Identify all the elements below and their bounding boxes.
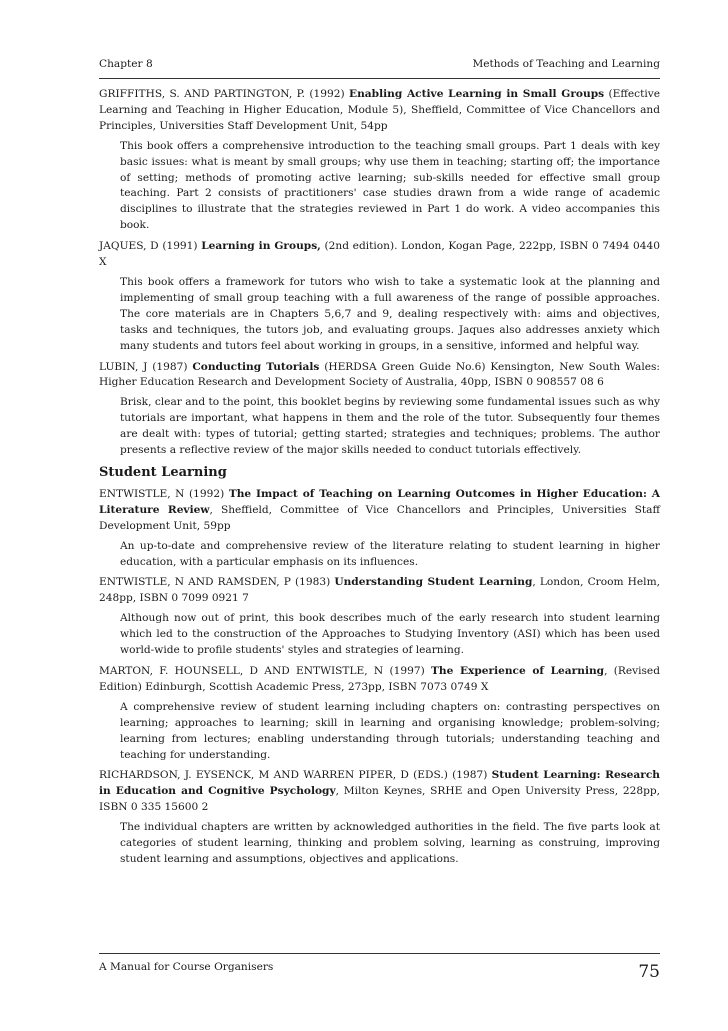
- reference-title: The Experience of Learning: [431, 665, 605, 677]
- reference-citation: RICHARDSON, J. EYSENCK, M AND WARREN PIPER, D (EDS.) (1987) Student Learning: Research in Education and Cognitive Psychology, Milton Keynes, SRHE and Open University Press, 228pp, ISBN 0 335 15600 2: [99, 769, 661, 814]
- reference-title: The Impact of Teaching on Learning Outcomes in Higher Education: A Literature Review: [99, 487, 660, 516]
- reference-title: Understanding Student Learning: [334, 576, 533, 589]
- reference-citation: GRIFFITHS, S. AND PARTINGTON, P. (1992) Enabling Active Learning in Small Groups (Effective Learning and Teaching in Higher Education, Module 5), Sheffield, Committee of Vice Chancellors and Principles, Universities Staff Development Unit, 54pp: [99, 88, 660, 132]
- reference-description: This book offers a comprehensive introduction to the teaching small groups. Part 1 deals with key basic issues: what is meant by small groups; why use them in teaching; starting off; the importance of setting; methods of promoting active learning; sub-skills needed for effective small group teaching. Part 2 consists of practitioners' case studies drawn from a wide range of academic disciplines to illustrate that the strategies reviewed in Part 1 do work. A video accompanies this book.: [120, 139, 660, 232]
- reference-description: This book offers a framework for tutors who wish to take a systematic look at the planning and implementing of small group teaching with a full awareness of the range of possible approaches. The core materials are in Chapters 5,6,7 and 9, dealing respectively with: aims and objectives, tasks and techniques, the tutors job, and evaluating groups. Jaques also addresses anxiety which many students and tutors feel about working in groups, in a sensitive, informed and helpful way.: [120, 275, 660, 352]
- reference-title: Conducting Tutorials: [192, 360, 320, 373]
- reference-description: The individual chapters are written by acknowledged authorities in the field. The five parts look at categories of student learning, thinking and problem solving, learning as construing, improving student learning and assumptions, objectives and applications.: [120, 821, 660, 865]
- reference-citation: MARTON, F. HOUNSELL, D AND ENTWISTLE, N (1997) The Experience of Learning, (Revised Edition) Edinburgh, Scottish Academic Press, 273pp, ISBN 7073 0749 X: [99, 665, 660, 693]
- page-number: 75: [638, 962, 660, 982]
- reference-title: Learning in Groups,: [201, 240, 321, 253]
- document-page: [99, 0, 660, 1031]
- page-content: [99, 87, 660, 873]
- reference-description: Brisk, clear and to the point, this booklet begins by reviewing some fundamental issues such as why tutorials are important, what happens in them and the role of the tutor. Subsequently four themes are dealt with: types of tutorial; getting started; strategies and techniques; problems. The author presents a reflective review of the major skills needed to conduct tutorials effectively.: [120, 396, 660, 457]
- reference-title: Enabling Active Learning in Small Groups: [349, 88, 605, 100]
- reference-citation: LUBIN, J (1987) Conducting Tutorials (HERDSA Green Guide No.6) Kensington, New South Wales: Higher Education Research and Development Society of Australia, 40pp, ISBN 0 908557 08 6: [99, 360, 661, 389]
- footer-divider: [99, 953, 660, 954]
- page-footer: [99, 960, 660, 982]
- reference-description: An up-to-date and comprehensive review of the literature relating to student learning in higher education, with a particular emphasis on its influences.: [120, 539, 660, 568]
- reference-citation: ENTWISTLE, N (1992) The Impact of Teaching on Learning Outcomes in Higher Education: A Literature Review, Sheffield, Committee of Vice Chancellors and Principles, Universities Staff Development Unit, 59pp: [99, 487, 660, 532]
- reference-title: Student Learning: Research in Education and Cognitive Psychology: [99, 769, 661, 798]
- chapter-title: Methods of Teaching and Learning: [472, 58, 660, 70]
- reference-description: A comprehensive review of student learning including chapters on: contrasting perspectives on learning; approaches to learning; skill in learning and organising knowledge; problem-solving; learning from lectures; enabling understanding through tutorials; understanding teaching and teaching for understanding.: [120, 700, 660, 761]
- manual-title: A Manual for Course Organisers: [99, 961, 274, 973]
- chapter-label: Chapter 8: [99, 58, 153, 70]
- page-header: [99, 57, 660, 71]
- header-divider: [99, 78, 660, 79]
- reference-citation: ENTWISTLE, N AND RAMSDEN, P (1983) Understanding Student Learning, London, Croom Helm, 248pp, ISBN 0 7099 0921 7: [99, 576, 660, 605]
- reference-description: Although now out of print, this book describes much of the early research into student learning which led to the construction of the Approaches to Studying Inventory (ASI) which has been used world-wide to profile students' styles and strategies of learning.: [120, 612, 660, 657]
- section-heading: Student Learning: [99, 464, 227, 480]
- reference-citation: JAQUES, D (1991) Learning in Groups, (2nd edition). London, Kogan Page, 222pp, ISBN 0 7494 0440 X: [99, 240, 660, 269]
